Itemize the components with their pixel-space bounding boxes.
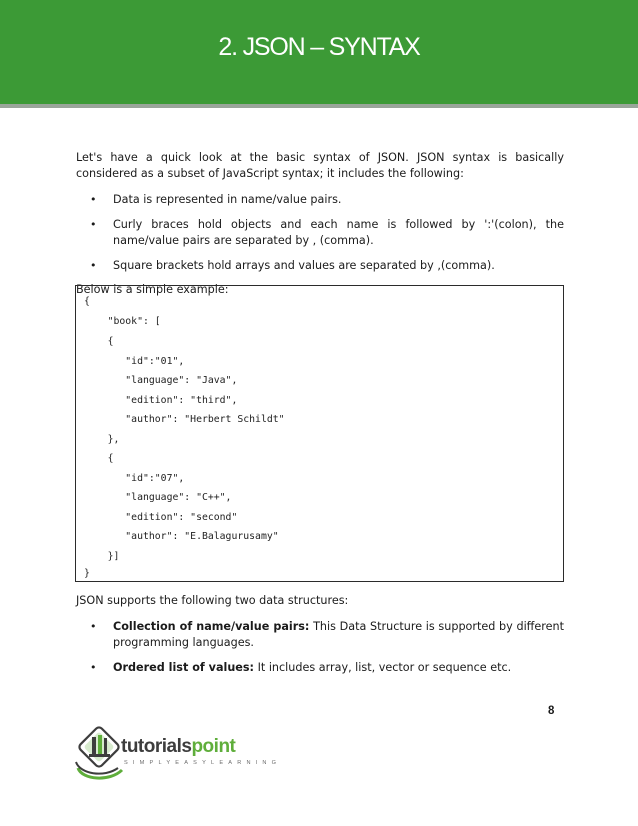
code-line: { <box>84 296 90 307</box>
intro-section <box>76 150 564 298</box>
page-number: 8 <box>548 705 555 717</box>
example-intro: Below is a simple example: <box>76 283 229 296</box>
bullet-icon: • <box>90 259 97 272</box>
code-line: { <box>84 453 114 464</box>
chapter-title: 2. JSON – SYNTAX <box>218 33 420 61</box>
code-line: "author": "E.Balagurusamy" <box>84 531 279 542</box>
bullet-icon: • <box>90 218 97 231</box>
logo-tagline: SIMPLYEASYLEARNING <box>124 760 282 766</box>
code-example-box <box>75 285 564 582</box>
data-structures-section <box>76 593 564 676</box>
bullet-icon: • <box>90 193 97 206</box>
list-item-text: Data is represented in name/value pairs. <box>113 193 342 206</box>
code-line: }] <box>84 551 120 562</box>
logo-wordmark: tutorialspoint <box>121 736 236 757</box>
chapter-header-banner <box>0 0 638 108</box>
data-structures-list <box>76 619 564 676</box>
structure-desc: It includes array, list, vector or sequence etc. <box>257 661 512 674</box>
bullet-icon: • <box>90 661 97 674</box>
structure-term: Collection of name/value pairs: <box>113 620 310 633</box>
logo-emblem-icon <box>72 722 128 782</box>
structure-desc: This Data Structure is supported by different programming languages. <box>113 620 564 649</box>
tutorialspoint-logo <box>72 722 282 782</box>
intro-paragraph: Let's have a quick look at the basic syntax of JSON. JSON syntax is basically considered as a subset of JavaScript syntax; it includes the following: <box>76 151 564 180</box>
code-line: "language": "Java", <box>84 375 238 386</box>
list-item <box>76 619 564 651</box>
code-line: { <box>84 336 114 347</box>
list-item-text: Square brackets hold arrays and values are separated by ,(comma). <box>113 259 495 272</box>
list-item-text: Curly braces hold objects and each name is followed by ':'(colon), the name/value pairs are separated by , (comma). <box>113 218 564 247</box>
list-item <box>76 258 564 274</box>
code-line: "book": [ <box>84 316 161 327</box>
code-line: } <box>84 568 90 579</box>
list-item <box>76 217 564 249</box>
structure-term: Ordered list of values: <box>113 661 255 674</box>
structures-intro: JSON supports the following two data structures: <box>76 594 349 607</box>
code-line: "edition": "second" <box>84 512 238 523</box>
bullet-icon: • <box>90 620 97 633</box>
code-line: "id":"07", <box>84 473 185 484</box>
syntax-rules-list <box>76 192 564 274</box>
list-item <box>76 192 564 208</box>
code-line: "id":"01", <box>84 356 185 367</box>
code-line: "language": "C++", <box>84 492 232 503</box>
list-item <box>76 660 564 676</box>
code-line: }, <box>84 434 120 445</box>
code-line: "edition": "third", <box>84 395 238 406</box>
code-line: "author": "Herbert Schildt" <box>84 414 285 425</box>
